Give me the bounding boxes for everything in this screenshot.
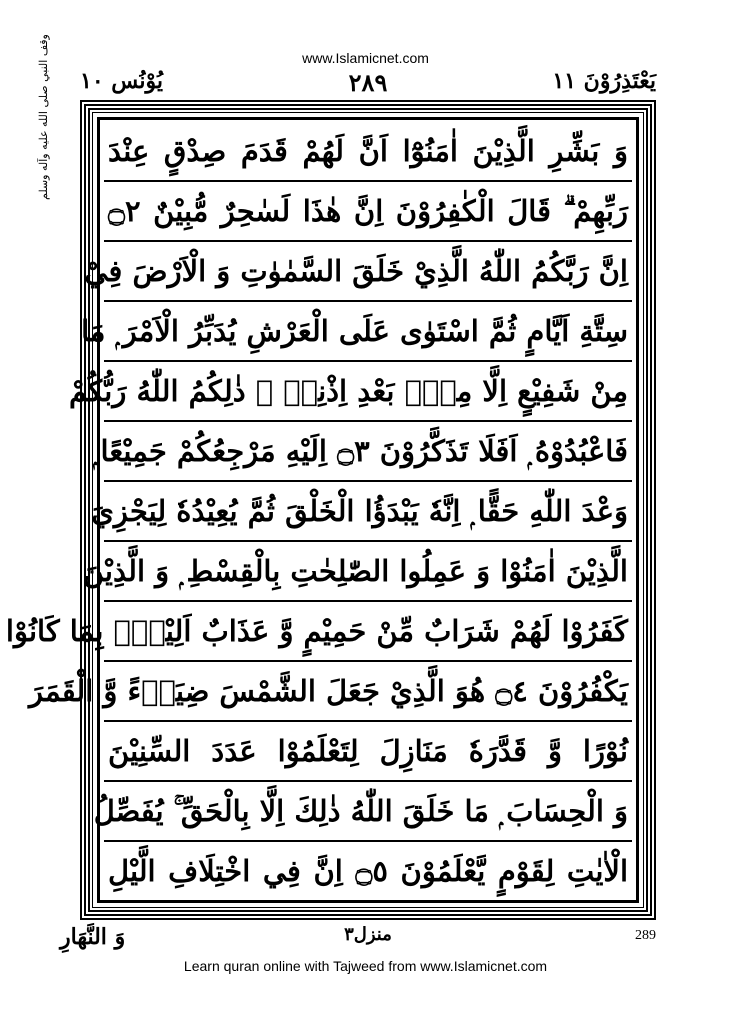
verse-line: وَ الْحِسَابَ ۭ مَا خَلَقَ اللّٰهُ ذٰلِكَ اِلَّا بِالْحَقِّ ۚ يُفَصِّلُ bbox=[104, 782, 632, 842]
verse-line: اِنَّ رَبَّكُمُ اللّٰهُ الَّذِيْ خَلَقَ السَّمٰوٰتِ وَ الْاَرْضَ فِيْ bbox=[104, 242, 632, 302]
surah-name: يُوْنُس ١٠ bbox=[80, 68, 163, 94]
catch-word: وَ النَّهَارِ bbox=[60, 924, 126, 950]
manzil-label: منزل٣ bbox=[344, 924, 392, 945]
verse-line: الَّذِيْنَ اٰمَنُوْا وَ عَمِلُوا الصّٰلِحٰتِ بِالْقِسْطِ ۭ وَ الَّذِيْنَ bbox=[104, 542, 632, 602]
verse-line: سِتَّةِ اَيَّامٍ ثُمَّ اسْتَوٰى عَلَى الْعَرْشِ يُدَبِّرُ الْاَمْرَ ۭ مَا bbox=[104, 302, 632, 362]
verse-line: كَفَرُوْا لَهُمْ شَرَابٌ مِّنْ حَمِيْمٍ وَّ عَذَابٌ اَلِيْمٌۢ بِمَا كَانُوْا bbox=[104, 602, 632, 662]
verse-line: رَبِّهِمْ ۗ قَالَ الْكٰفِرُوْنَ اِنَّ هٰذَا لَسٰحِرٌ مُّبِيْنٌ ۝٢ bbox=[104, 182, 632, 242]
page-header bbox=[80, 68, 656, 98]
page-footer bbox=[60, 924, 656, 954]
verse-line: الْاٰيٰتِ لِقَوْمٍ يَّعْلَمُوْنَ ۝٥ اِنَّ فِي اخْتِلَافِ الَّيْلِ bbox=[108, 854, 628, 888]
verse-line: نُوْرًا وَّ قَدَّرَهٗ مَنَازِلَ لِتَعْلَمُوْا عَدَدَ السِّنِيْنَ bbox=[104, 722, 632, 782]
verse-line: يَكْفُرُوْنَ ۝٤ هُوَ الَّذِيْ جَعَلَ الشَّمْسَ ضِيَاۗءً وَّ الْقَمَرَ bbox=[104, 662, 632, 722]
verse-line: وَ بَشِّرِ الَّذِيْنَ اٰمَنُوْٓا اَنَّ لَهُمْ قَدَمَ صِدْقٍ عِنْدَ bbox=[104, 122, 632, 182]
verse-block bbox=[5, 122, 632, 900]
top-url: www.Islamicnet.com bbox=[302, 50, 429, 66]
para-name: يَعْتَذِرُوْنَ ١١ bbox=[552, 68, 656, 94]
page-number: 289 bbox=[635, 928, 656, 943]
verse-line: مِنْ شَفِيْعٍ اِلَّا مِنْۢ بَعْدِ اِذْنِهٖ ۭ ذٰلِكُمُ اللّٰهُ رَبُّكُمْ bbox=[104, 362, 632, 422]
verse-line: فَاعْبُدُوْهُ ۭ اَفَلَا تَذَكَّرُوْنَ ۝٣ اِلَيْهِ مَرْجِعُكُمْ جَمِيْعًا ۭ bbox=[104, 422, 632, 482]
bottom-text: Learn quran online with Tajweed from www.Islamicnet.com bbox=[183, 958, 548, 974]
verse-line: وَعْدَ اللّٰهِ حَقًّا ۭ اِنَّهٗ يَبْدَؤُا الْخَلْقَ ثُمَّ يُعِيْدُهٗ لِيَجْزِيَ bbox=[104, 482, 632, 542]
page-number-arabic: ٢٨٩ bbox=[348, 68, 388, 97]
side-note: وقف النبي صلى الله عليه وآله وسلم bbox=[37, 34, 50, 200]
